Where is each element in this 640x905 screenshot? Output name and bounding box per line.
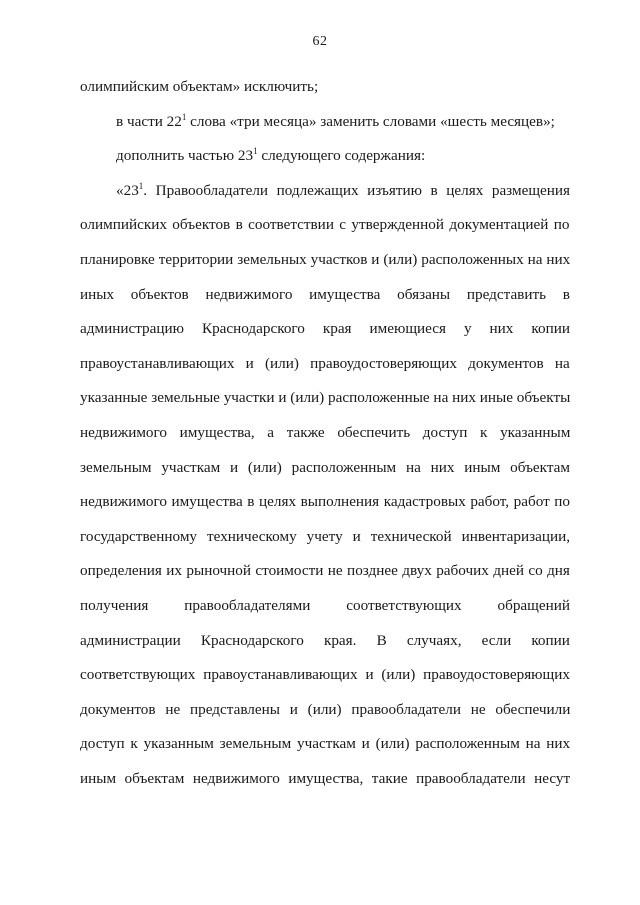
word: соответствующих	[346, 596, 462, 614]
text-line-1: олимпийским объектам» исключить;	[80, 78, 319, 95]
word: имущества	[309, 285, 381, 303]
word: копии	[531, 320, 570, 338]
word: у	[463, 320, 472, 338]
superscript-2: 1	[253, 146, 258, 157]
superscript-1: 1	[181, 111, 187, 122]
page-number: 62	[312, 34, 328, 49]
text-line-6: планировке территории земельных участков и (или) расположенных на них	[80, 250, 571, 268]
word: копии	[531, 631, 570, 649]
word: представить	[466, 285, 547, 303]
word: иных	[80, 285, 115, 303]
text-line-18: соответствующих правоустанавливающих и (или) правоудостоверяющих	[80, 666, 570, 684]
document-body	[80, 70, 570, 796]
word: в	[562, 285, 570, 303]
word: администрацию	[80, 320, 184, 338]
word: имеющиеся	[369, 320, 447, 338]
superscript-3: 1	[138, 180, 144, 191]
text-line-3-end: следующего содержания:	[257, 147, 426, 165]
article-number: «23	[116, 181, 139, 199]
word: случаях,	[406, 631, 462, 649]
text-line-14: государственному техническому учету и технической инвентаризации,	[80, 527, 571, 545]
text-line-3	[80, 139, 570, 174]
word: Краснодарского	[201, 320, 305, 338]
text-line-17	[80, 624, 570, 659]
text-line-9: правоустанавливающих и (или) правоудостоверяющих документов на	[80, 354, 570, 372]
text-line-8	[80, 312, 570, 347]
word: правообладателями	[184, 596, 311, 614]
word: получения	[80, 596, 149, 614]
text-line-21: иным объектам недвижимого имущества, такие правообладатели несут	[80, 769, 571, 787]
word: Краснодарского	[200, 631, 304, 649]
text-line-12: земельным участкам и (или) расположенным на них иным объектам	[80, 458, 571, 476]
text-line-20: доступ к указанным земельным участкам и (или) расположенным на них	[80, 735, 571, 753]
text-line-2	[80, 105, 570, 140]
text-line-15: определения их рыночной стоимости не позднее двух рабочих дней со дня	[80, 562, 570, 580]
word: администрации	[80, 631, 181, 649]
text-line-10: указанные земельные участки и (или) расположенные на них иные объекты	[80, 389, 571, 407]
text-line-3-start: дополнить частью 23	[116, 147, 254, 165]
text-line-5: олимпийских объектов в соответствии с утвержденной документацией по	[80, 216, 570, 234]
text-line-4-start	[116, 174, 143, 209]
word: обязаны	[397, 285, 451, 303]
word: обращений	[497, 596, 570, 614]
text-line-2-start: в части 22	[116, 112, 182, 130]
text-line-2-end: слова «три месяца» заменить словами «шесть месяцев»;	[186, 112, 555, 130]
text-line-4-end: . Правообладатели подлежащих изъятию в целях размещения	[143, 181, 570, 199]
text-line-7	[80, 278, 570, 313]
word: края	[322, 320, 352, 338]
word: объектов	[130, 285, 189, 303]
text-line-11: недвижимого имущества, а также обеспечить доступ к указанным	[80, 423, 571, 441]
text-line-16	[80, 589, 570, 624]
text-line-19: документов не представлены и (или) правообладатели не обеспечили	[80, 700, 571, 718]
word: если	[481, 631, 512, 649]
text-line-13: недвижимого имущества в целях выполнения кадастровых работ, работ по	[80, 493, 570, 511]
word: края.	[323, 631, 357, 649]
text-line-4	[80, 174, 570, 209]
word: них	[489, 320, 514, 338]
word: недвижимого	[205, 285, 293, 303]
word: В	[376, 631, 387, 649]
